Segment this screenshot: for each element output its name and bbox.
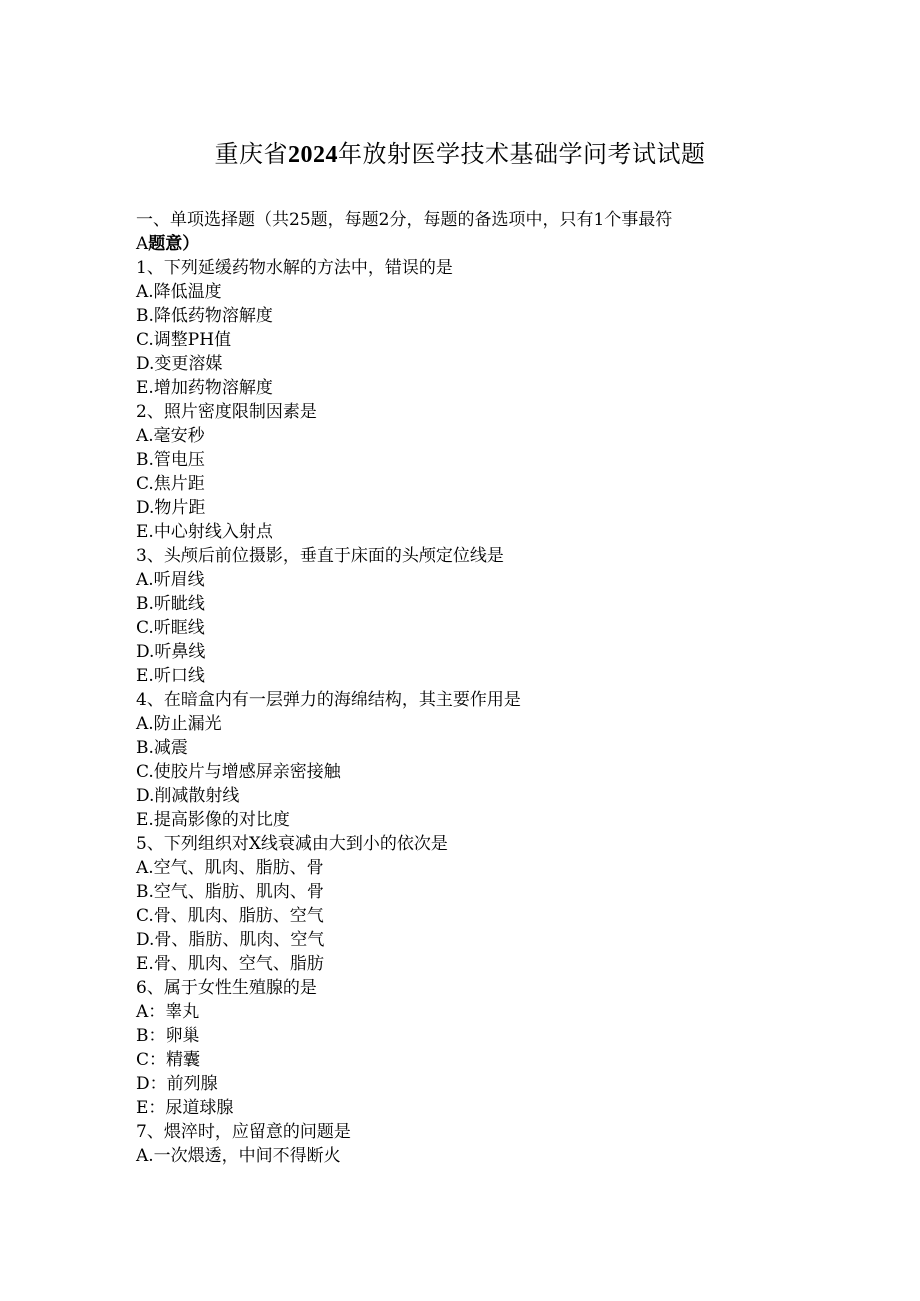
question-stem: 4、在暗盒内有一层弹力的海绵结构，其主要作用是 bbox=[136, 690, 521, 710]
answer-option: C：精囊 bbox=[136, 1050, 201, 1070]
answer-option: C.使胶片与增感屏亲密接触 bbox=[136, 762, 341, 782]
question-stem: 5、下列组织对X线衰减由大到小的依次是 bbox=[136, 834, 448, 854]
answer-option: D.骨、脂肪、肌肉、空气 bbox=[136, 930, 325, 950]
answer-option: A.空气、肌肉、脂肪、骨 bbox=[136, 858, 324, 878]
section-heading-line-2 bbox=[136, 232, 776, 256]
answer-option: B.减震 bbox=[136, 738, 188, 758]
question-block bbox=[136, 544, 776, 688]
question-block bbox=[136, 1120, 776, 1168]
question-stem: 6、属于女性生殖腺的是 bbox=[136, 978, 317, 998]
answer-option: E.骨、肌肉、空气、脂肪 bbox=[136, 954, 324, 974]
answer-option: E.听口线 bbox=[136, 666, 205, 686]
answer-option: D.物片距 bbox=[136, 498, 206, 518]
title-prefix: 重庆省 bbox=[214, 140, 288, 168]
section-heading-letter: A bbox=[136, 234, 149, 254]
question-list bbox=[136, 256, 776, 1168]
section-heading-line-1: 一、单项选择题（共25题，每题2分，每题的备选项中，只有1个事最符 bbox=[136, 210, 673, 230]
question-block bbox=[136, 256, 776, 400]
answer-option: B.降低药物溶解度 bbox=[136, 306, 273, 326]
answer-option: E.提高影像的对比度 bbox=[136, 810, 290, 830]
answer-option: C.听眶线 bbox=[136, 618, 205, 638]
answer-option: C.骨、肌肉、脂肪、空气 bbox=[136, 906, 324, 926]
document-body bbox=[136, 208, 776, 1168]
question-block bbox=[136, 832, 776, 976]
answer-option: C.焦片距 bbox=[136, 474, 205, 494]
answer-option: D：前列腺 bbox=[136, 1074, 218, 1094]
answer-option: D.听鼻线 bbox=[136, 642, 206, 662]
answer-option: D.变更溶媒 bbox=[136, 354, 223, 374]
question-stem: 1、下列延缓药物水解的方法中，错误的是 bbox=[136, 258, 453, 278]
question-block bbox=[136, 688, 776, 832]
question-block bbox=[136, 976, 776, 1120]
answer-option: D.削减散射线 bbox=[136, 786, 240, 806]
answer-option: A.一次煨透，中间不得断火 bbox=[136, 1146, 341, 1166]
section-heading-suffix: 题意） bbox=[148, 234, 200, 254]
question-stem: 2、照片密度限制因素是 bbox=[136, 402, 317, 422]
answer-option: A：睾丸 bbox=[136, 1002, 200, 1022]
section-heading bbox=[136, 208, 776, 256]
answer-option: A.防止漏光 bbox=[136, 714, 222, 734]
answer-option: B.空气、脂肪、肌肉、骨 bbox=[136, 882, 324, 902]
answer-option: E.中心射线入射点 bbox=[136, 522, 273, 542]
title-year: 2024 bbox=[288, 142, 338, 168]
answer-option: A.降低温度 bbox=[136, 282, 222, 302]
question-stem: 3、头颅后前位摄影，垂直于床面的头颅定位线是 bbox=[136, 546, 504, 566]
answer-option: C.调整PH值 bbox=[136, 330, 232, 350]
title-suffix: 年放射医学技术基础学问考试试题 bbox=[338, 140, 706, 168]
answer-option: E：尿道球腺 bbox=[136, 1098, 234, 1118]
answer-option: B.管电压 bbox=[136, 450, 205, 470]
answer-option: B：卵巢 bbox=[136, 1026, 200, 1046]
answer-option: A.毫安秒 bbox=[136, 426, 205, 446]
answer-option: A.听眉线 bbox=[136, 570, 205, 590]
answer-option: B.听眦线 bbox=[136, 594, 205, 614]
question-stem: 7、煨淬时，应留意的问题是 bbox=[136, 1122, 351, 1142]
question-block bbox=[136, 400, 776, 544]
page-title bbox=[0, 138, 920, 171]
answer-option: E.增加药物溶解度 bbox=[136, 378, 273, 398]
